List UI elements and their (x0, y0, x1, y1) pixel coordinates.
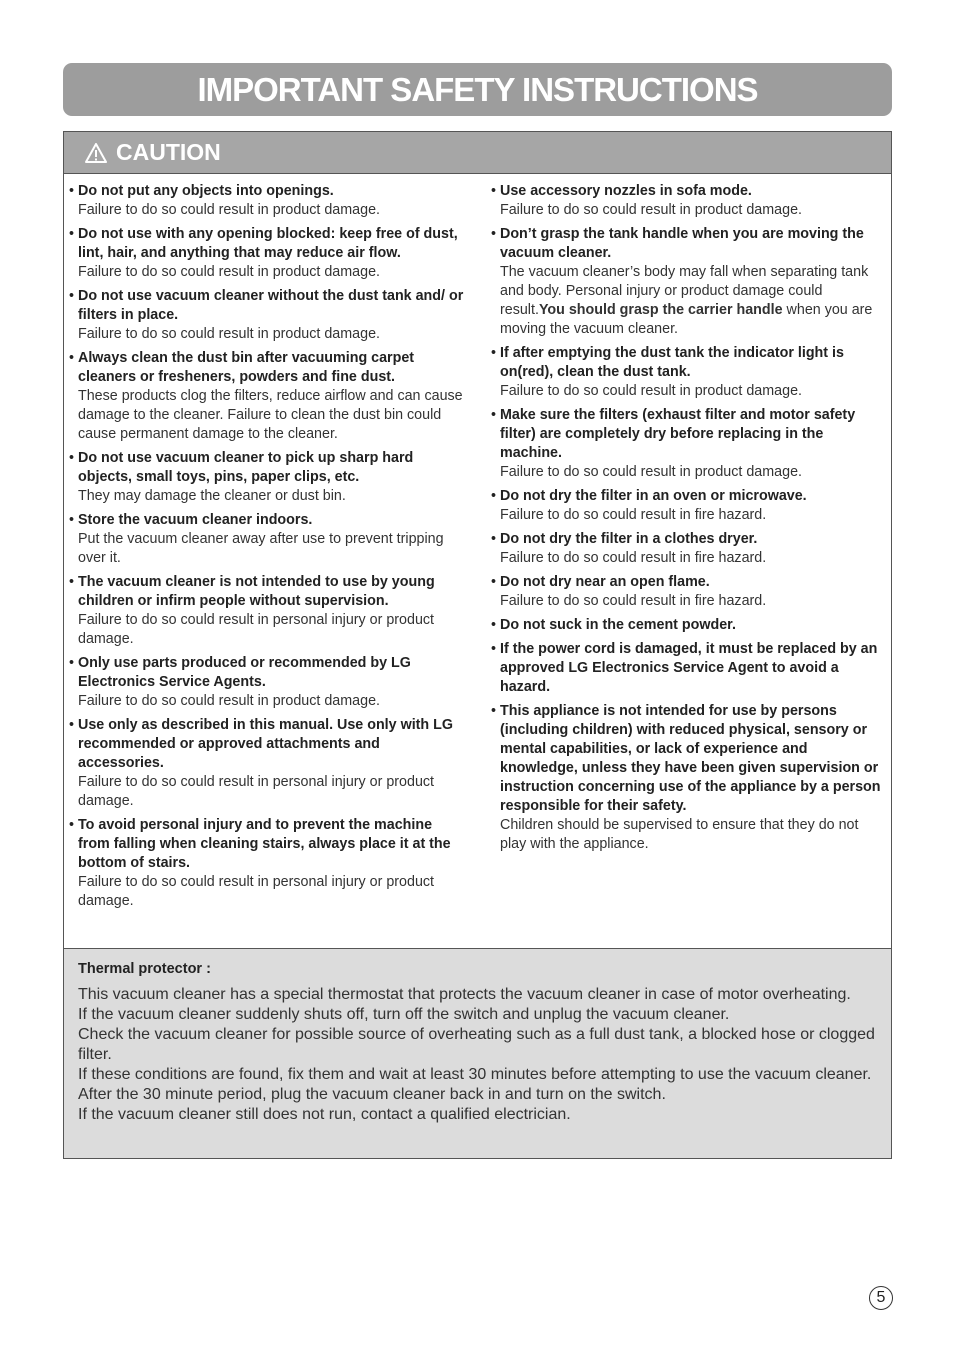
caution-item (491, 702, 887, 854)
bullet-icon: • (491, 488, 497, 504)
bullet-icon: • (491, 407, 497, 423)
bullet-icon: • (491, 574, 497, 590)
bullet-icon: • (69, 288, 75, 304)
bullet-icon: • (69, 226, 75, 242)
caution-item (491, 182, 887, 220)
caution-item-body: These products clog the filters, reduce airflow and can cause damage to the cleaner. Failure to clean the dust bin could cause permanent damage to the cleaner. (78, 388, 463, 442)
caution-item-body: Failure to do so could result in product damage. (78, 264, 380, 280)
caution-item-body-text: The vacuum cleaner’s body may fall when separating tank and body. Personal injury or product damage could result. (500, 264, 869, 318)
caution-item-body (500, 263, 887, 339)
bullet-icon: • (69, 717, 75, 733)
thermal-title: Thermal protector : (78, 961, 211, 977)
caution-item-heading: Do not dry near an open flame. (500, 574, 710, 590)
caution-item-heading: Only use parts produced or recommended by LG Electronics Service Agents. (78, 655, 411, 690)
caution-item (491, 530, 887, 568)
caution-item-body: Failure to do so could result in personal injury or product damage. (78, 774, 435, 809)
caution-item-heading: Make sure the filters (exhaust filter and motor safety filter) are completely dry before replacing in the machine. (500, 407, 856, 461)
caution-item-body: Failure to do so could result in product damage. (500, 202, 802, 218)
caution-item-body: Failure to do so could result in product damage. (78, 202, 380, 218)
caution-item-body: Put the vacuum cleaner away after use to prevent tripping over it. (78, 531, 444, 566)
caution-item-body: Failure to do so could result in product damage. (78, 326, 380, 342)
caution-item-heading: If after emptying the dust tank the indicator light is on(red), clean the dust tank. (500, 345, 844, 380)
bullet-icon: • (491, 183, 497, 199)
thermal-line: If the vacuum cleaner suddenly shuts off, turn off the switch and unplug the vacuum cleaner. (78, 1006, 730, 1023)
bullet-icon: • (491, 641, 497, 657)
caution-item (491, 616, 887, 635)
caution-item-heading: Do not suck in the cement powder. (500, 617, 736, 633)
caution-item-heading: Use accessory nozzles in sofa mode. (500, 183, 752, 199)
caution-item-body: Failure to do so could result in product damage. (500, 464, 802, 480)
bullet-icon: • (69, 183, 75, 199)
caution-item (69, 716, 464, 811)
thermal-line: After the 30 minute period, plug the vacuum cleaner back in and turn on the switch. (78, 1086, 666, 1103)
bullet-icon: • (69, 450, 75, 466)
caution-item (69, 182, 464, 220)
caution-item-heading: If the power cord is damaged, it must be replaced by an approved LG Electronics Service Agent to avoid a hazard. (500, 641, 878, 695)
caution-item-heading: Do not dry the filter in a clothes dryer. (500, 531, 758, 547)
caution-item-body: Children should be supervised to ensure that they do not play with the appliance. (500, 817, 859, 852)
caution-label: CAUTION (116, 139, 221, 165)
caution-item-body-tail: when you are moving the vacuum cleaner. (500, 302, 873, 337)
caution-item-heading: Don’t grasp the tank handle when you are moving the vacuum cleaner. (500, 226, 864, 261)
caution-item-body: Failure to do so could result in fire hazard. (500, 593, 767, 609)
caution-item-heading: Do not use with any opening blocked: keep free of dust, lint, hair, and anything that may reduce air flow. (78, 226, 458, 261)
thermal-protector-box (64, 948, 891, 1158)
caution-item (491, 640, 887, 697)
caution-item-heading: Do not dry the filter in an oven or microwave. (500, 488, 807, 504)
caution-item (69, 449, 464, 506)
caution-item-heading: To avoid personal injury and to prevent the machine from falling when cleaning stairs, always place it at the bottom of stairs. (78, 817, 451, 871)
caution-item-heading: Do not use vacuum cleaner to pick up sharp hard objects, small toys, pins, paper clips, etc. (78, 450, 414, 485)
caution-item-body: Failure to do so could result in product damage. (78, 693, 380, 709)
caution-item-body: Failure to do so could result in fire hazard. (500, 550, 767, 566)
caution-item-heading: Store the vacuum cleaner indoors. (78, 512, 313, 528)
caution-box (63, 131, 892, 1159)
caution-item (491, 487, 887, 525)
caution-item-heading: Use only as described in this manual. Use only with LG recommended or approved attachments and accessories. (78, 717, 453, 771)
thermal-lines (78, 985, 881, 1125)
thermal-line: Check the vacuum cleaner for possible source of overheating such as a full dust tank, a blocked hose or clogged filter. (78, 1026, 875, 1063)
warning-triangle-icon (85, 143, 107, 163)
caution-item-body: Failure to do so could result in personal injury or product damage. (78, 874, 435, 909)
caution-header (64, 132, 891, 174)
caution-item-heading: Do not use vacuum cleaner without the dust tank and/ or filters in place. (78, 288, 464, 323)
caution-item-heading: Always clean the dust bin after vacuuming carpet cleaners or fresheners, powders and fine dust. (78, 350, 415, 385)
caution-item (491, 225, 887, 339)
caution-item-body-bold: You should grasp the carrier handle (538, 302, 783, 318)
caution-item-body: Failure to do so could result in fire hazard. (500, 507, 767, 523)
caution-item-body: Failure to do so could result in product damage. (500, 383, 802, 399)
page-title: IMPORTANT SAFETY INSTRUCTIONS (197, 70, 758, 108)
title-bar (63, 63, 892, 116)
bullet-icon: • (69, 350, 75, 366)
bullet-icon: • (69, 574, 75, 590)
caution-item (491, 573, 887, 611)
bullet-icon: • (69, 817, 75, 833)
page-number: 5 (869, 1286, 893, 1310)
thermal-line: This vacuum cleaner has a special thermostat that protects the vacuum cleaner in case of motor overheating. (78, 986, 851, 1003)
caution-item (69, 287, 464, 344)
caution-item (69, 511, 464, 568)
caution-item (69, 349, 464, 444)
caution-item (491, 406, 887, 482)
bullet-icon: • (491, 617, 497, 633)
caution-item (69, 654, 464, 711)
caution-item (69, 225, 464, 282)
caution-item-body: They may damage the cleaner or dust bin. (78, 488, 346, 504)
caution-item-heading: The vacuum cleaner is not intended to use by young children or infirm people without supervision. (78, 574, 435, 609)
caution-item (69, 816, 464, 911)
caution-left-column (69, 182, 464, 916)
bullet-icon: • (69, 655, 75, 671)
caution-item-heading: Do not put any objects into openings. (78, 183, 334, 199)
caution-item-heading: This appliance is not intended for use by persons (including children) with reduced physical, sensory or mental capabilities, or lack of experience and knowledge, unless they have been given supervision or instruction concerning use of the appliance by a person responsible for their safety. (500, 703, 881, 814)
caution-item (491, 344, 887, 401)
caution-right-column (491, 182, 887, 859)
caution-item (69, 573, 464, 649)
thermal-line: If these conditions are found, fix them and wait at least 30 minutes before attempting to use the vacuum cleaner. (78, 1066, 872, 1083)
thermal-line: If the vacuum cleaner still does not run, contact a qualified electrician. (78, 1106, 571, 1123)
bullet-icon: • (69, 512, 75, 528)
bullet-icon: • (491, 345, 497, 361)
bullet-icon: • (491, 226, 497, 242)
bullet-icon: • (491, 531, 497, 547)
caution-item-body: Failure to do so could result in personal injury or product damage. (78, 612, 435, 647)
bullet-icon: • (491, 703, 497, 719)
